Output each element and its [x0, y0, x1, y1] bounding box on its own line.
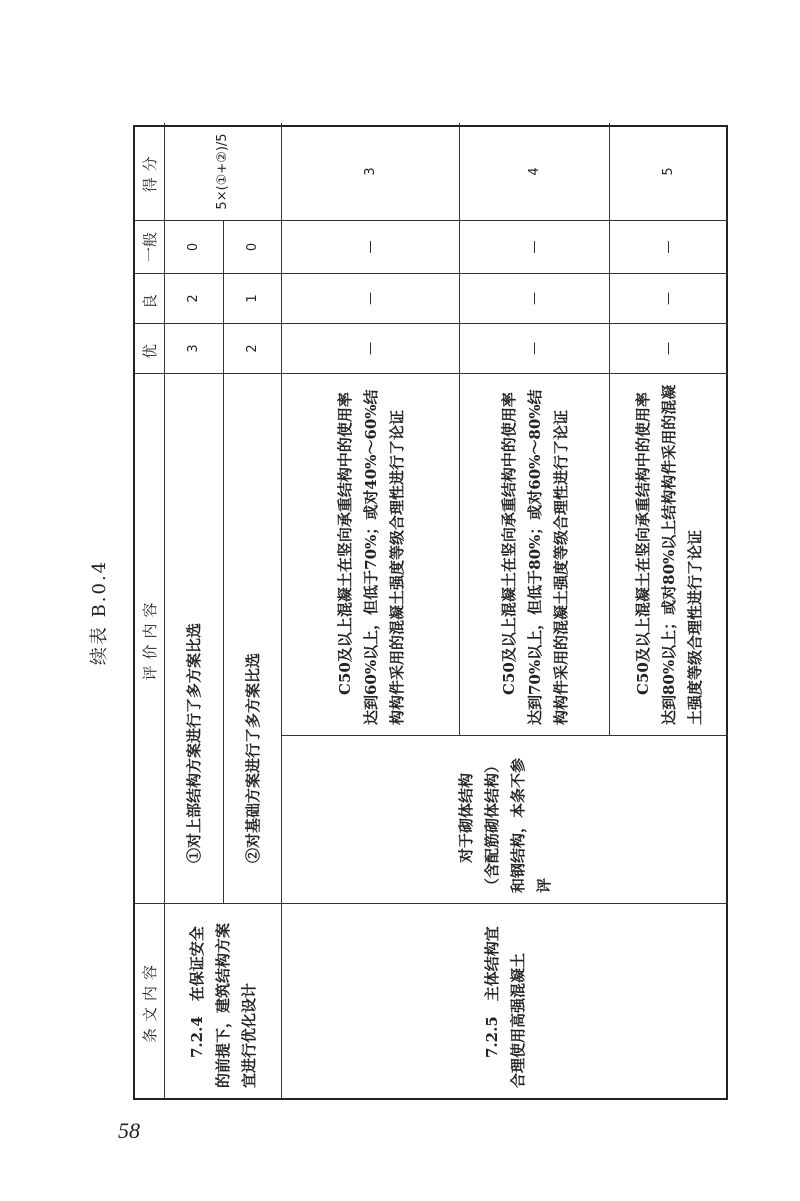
item-3-average: —: [282, 220, 460, 273]
header-average: 一般: [135, 220, 165, 273]
item-4-good: —: [460, 273, 610, 323]
item-text: ②对基础方案进行了多方案比选: [243, 652, 262, 863]
item-4: [460, 373, 610, 735]
item-3-score: 3: [282, 123, 460, 220]
item-3-excellent: —: [282, 323, 460, 373]
note-text: 对于砌体结构（含配筋砌体结构）和钢结构，本条不参评: [457, 757, 553, 893]
header-evaluation: 评价内容: [135, 373, 165, 903]
item-1-average: 0: [165, 220, 224, 273]
header-score: 得分: [135, 123, 165, 220]
item-5-excellent: —: [610, 323, 728, 373]
item-3-good: —: [282, 273, 460, 323]
evaluation-table: [133, 125, 728, 1100]
item-4-excellent: —: [460, 323, 610, 373]
item-4-score: 4: [460, 123, 610, 220]
item-3: [282, 373, 460, 735]
item-5-average: —: [610, 220, 728, 273]
item-2-average: 0: [224, 220, 282, 273]
rotated-table-block: [89, 125, 728, 1100]
item-text: C50及以上混凝土在竖向承重结构中的使用率达到60%以上，但低于70%；或对40%～60%结构构件采用的混凝土强度等级合理性进行了论证: [335, 389, 406, 725]
item-5-good: —: [610, 273, 728, 323]
item-text: ①对上部结构方案进行了多方案比选: [185, 622, 203, 863]
item-1: [165, 373, 224, 903]
clause-7-2-4: [165, 903, 282, 1098]
item-2-excellent: 2: [224, 323, 282, 373]
item-5: [610, 373, 728, 735]
item-1-good: 2: [165, 273, 224, 323]
item-2-good: 1: [224, 273, 282, 323]
item-1-excellent: 3: [165, 323, 224, 373]
score-7-2-4: 5×(①+②)/5: [165, 123, 282, 220]
header-excellent: 优: [135, 323, 165, 373]
note-7-2-5: [282, 735, 728, 903]
header-good: 良: [135, 273, 165, 323]
page-number: 58: [118, 1118, 140, 1143]
clause-text: 7.2.4 在保证安全的前提下，建筑结构方案宜进行优化设计: [188, 922, 258, 1088]
clause-text: 7.2.5 主体结构宜合理使用高强混凝土: [483, 926, 527, 1088]
header-clause: 条文内容: [135, 903, 165, 1098]
table-title: 续表 B.0.4: [89, 559, 110, 666]
item-4-average: —: [460, 220, 610, 273]
item-5-score: 5: [661, 167, 676, 176]
item-text: C50及以上混凝土在竖向承重结构中的使用率达到70%以上，但低于80%；或对60%～80%结构构件采用的混凝土强度等级合理性进行了论证: [499, 389, 570, 725]
clause-7-2-5: [282, 903, 728, 1098]
item-2: [224, 373, 282, 903]
item-text: C50及以上混凝土在竖向承重结构中的使用率达到80%以上；或对80%以上结构构件采用的混凝土强度等级合理性进行了论证: [634, 384, 704, 725]
